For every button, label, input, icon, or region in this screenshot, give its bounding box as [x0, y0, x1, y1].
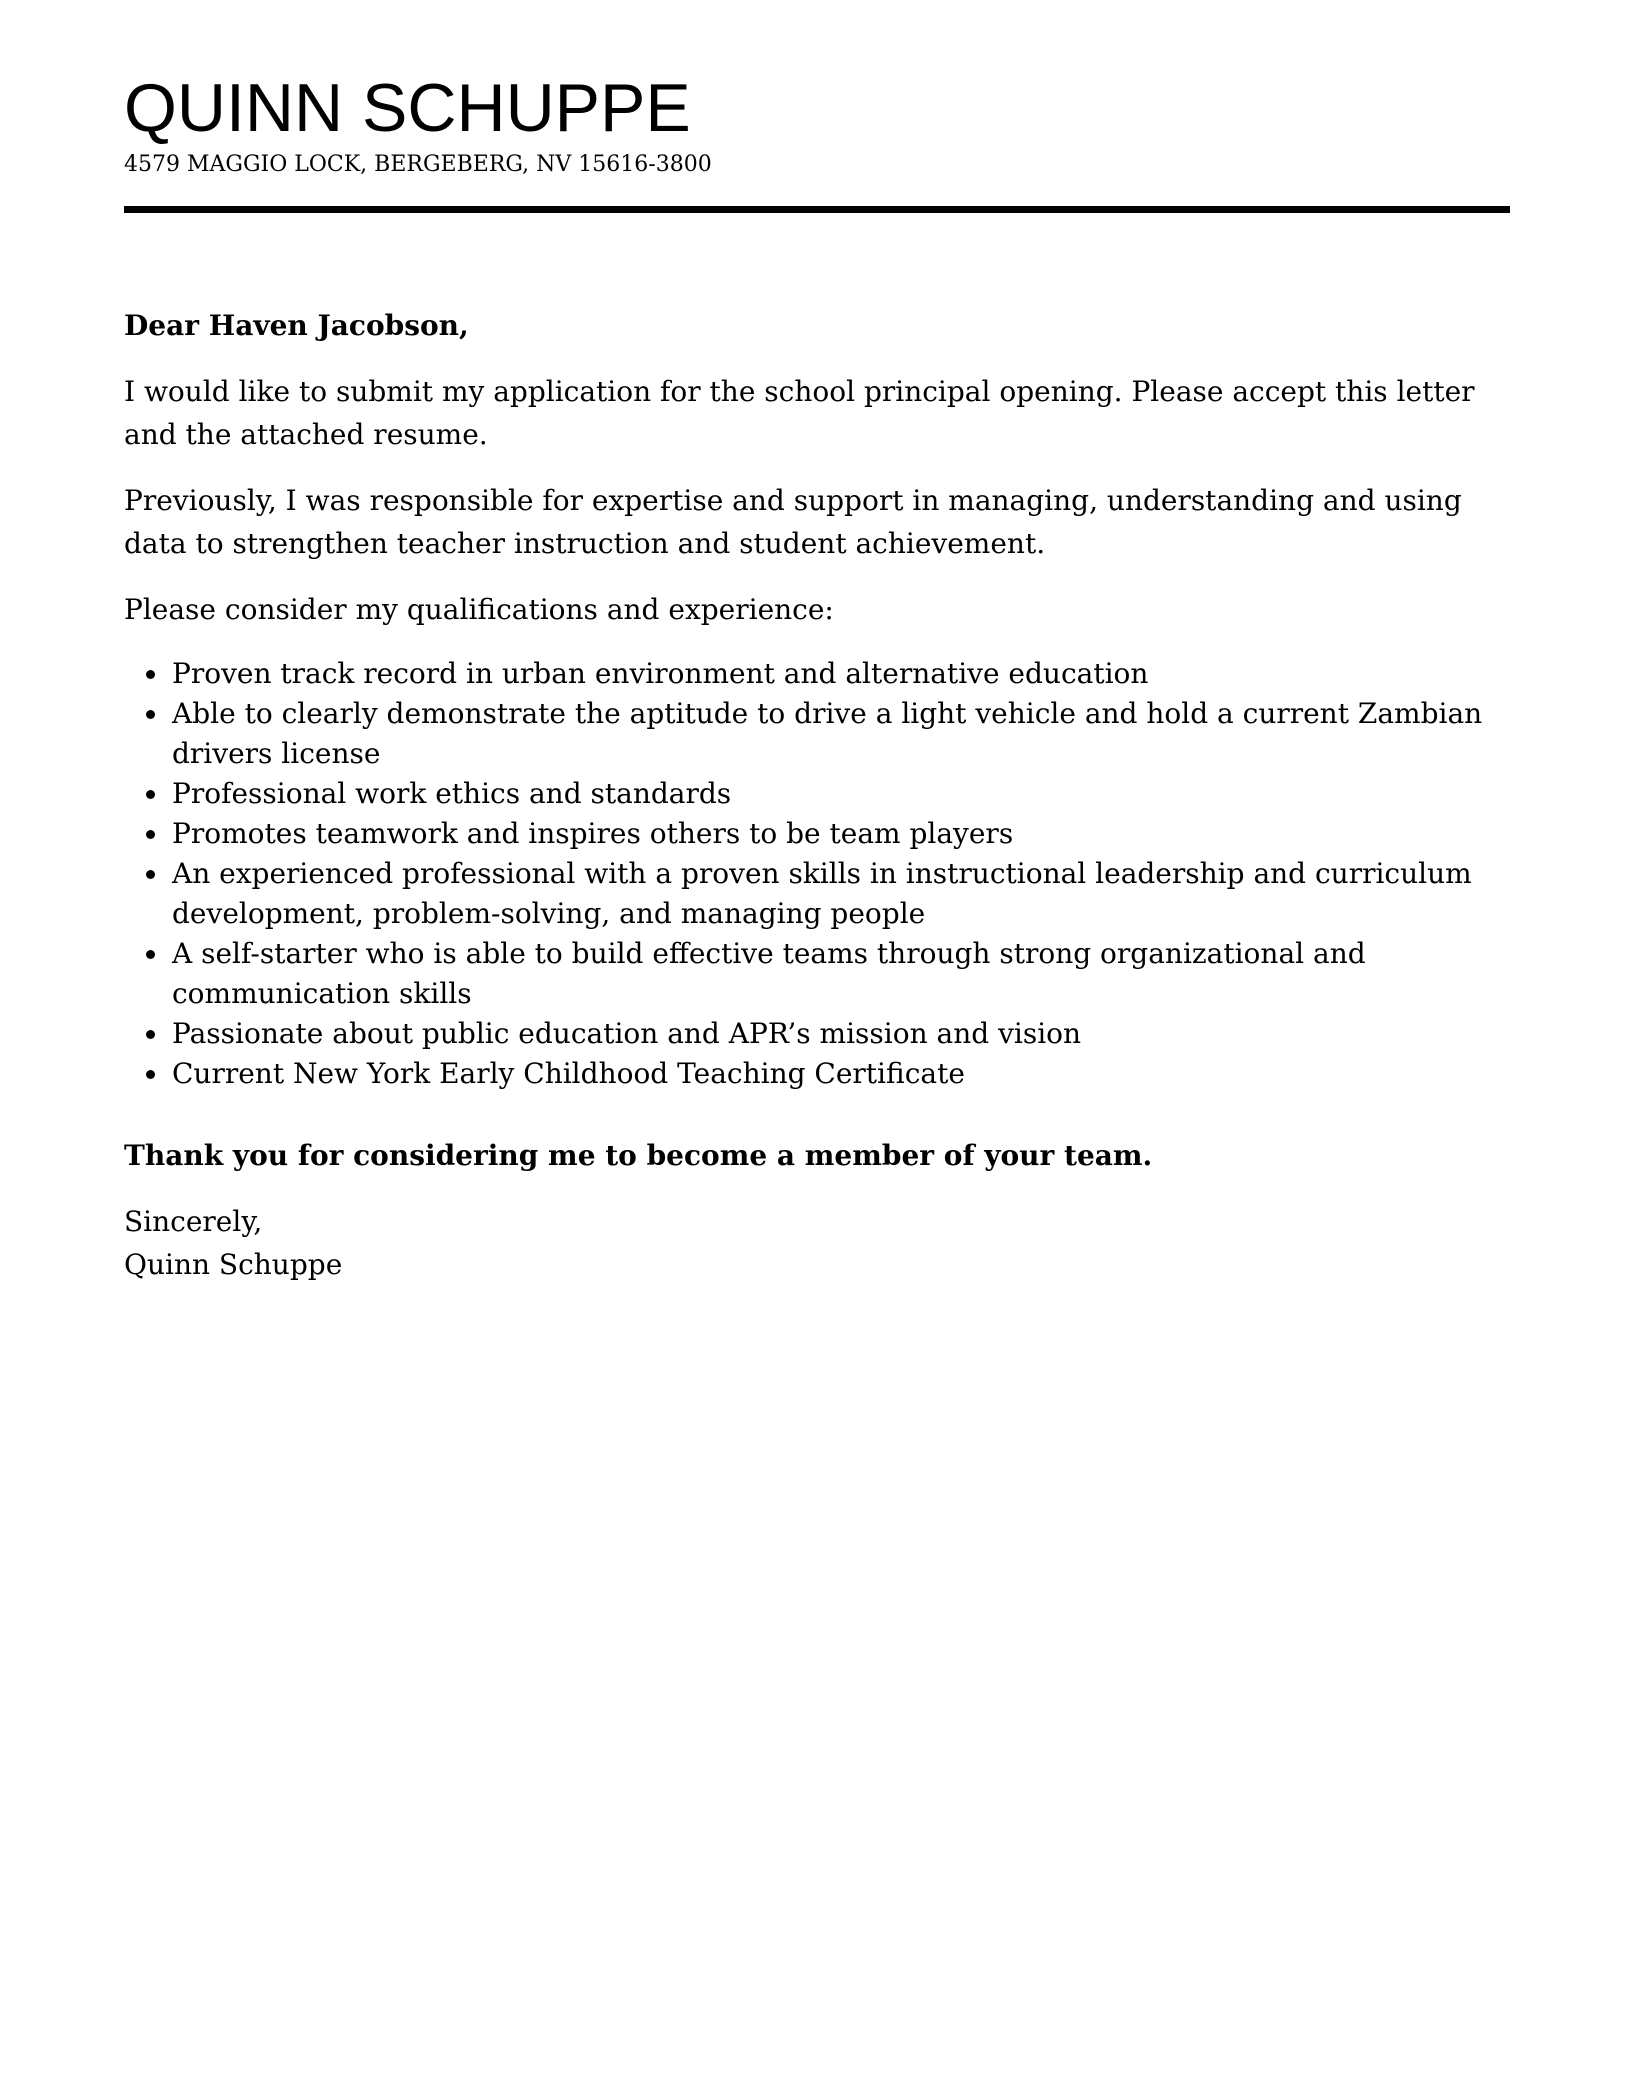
- list-item: [172, 1014, 1510, 1054]
- list-item: [172, 654, 1510, 694]
- bullet-icon: [146, 1030, 155, 1039]
- list-item: [172, 1054, 1510, 1094]
- sign-off: Sincerely,: [124, 1205, 263, 1238]
- list-item: [172, 854, 1510, 934]
- list-item-text: Promotes teamwork and inspires others to be team players: [172, 817, 1014, 850]
- list-item-text: Professional work ethics and standards: [172, 777, 732, 810]
- signature-name: Quinn Schuppe: [124, 1248, 343, 1281]
- intro-paragraph: I would like to submit my application for the school principal opening. Please accept this letter and the attached resume.: [124, 375, 1475, 451]
- bullet-icon: [146, 1070, 155, 1079]
- list-item-text: Passionate about public education and APR’s mission and vision: [172, 1017, 1082, 1050]
- salutation: Dear Haven Jacobson,: [124, 309, 469, 342]
- list-item-text: Current New York Early Childhood Teaching Certificate: [172, 1057, 965, 1090]
- bullet-icon: [146, 710, 155, 719]
- list-item: [172, 774, 1510, 814]
- qualifications-list: [124, 654, 1510, 1094]
- applicant-address: 4579 MAGGIO LOCK, BERGEBERG, NV 15616-3800: [124, 152, 712, 177]
- list-item: [172, 694, 1510, 774]
- list-item-text: An experienced professional with a proven skills in instructional leadership and curriculum development, problem-solving, and managing people: [172, 857, 1472, 930]
- closing-statement: Thank you for considering me to become a member of your team.: [124, 1139, 1153, 1172]
- list-item-text: A self-starter who is able to build effective teams through strong organizational and communication skills: [172, 937, 1366, 1010]
- bullet-icon: [146, 790, 155, 799]
- bullet-icon: [146, 830, 155, 839]
- list-item: [172, 934, 1510, 1014]
- bullet-icon: [146, 870, 155, 879]
- applicant-name: QUINN SCHUPPE: [124, 70, 691, 146]
- header-divider: [124, 206, 1510, 213]
- list-item-text: Proven track record in urban environment and alternative education: [172, 657, 1149, 690]
- list-item-text: Able to clearly demonstrate the aptitude to drive a light vehicle and hold a current Zambian drivers license: [172, 697, 1483, 770]
- bullet-icon: [146, 670, 155, 679]
- list-item: [172, 814, 1510, 854]
- letter-body: [124, 304, 1510, 1286]
- experience-paragraph: Previously, I was responsible for expertise and support in managing, understanding and using data to strengthen teacher instruction and student achievement.: [124, 484, 1462, 560]
- qualifications-intro: Please consider my qualifications and experience:: [124, 593, 834, 626]
- bullet-icon: [146, 950, 155, 959]
